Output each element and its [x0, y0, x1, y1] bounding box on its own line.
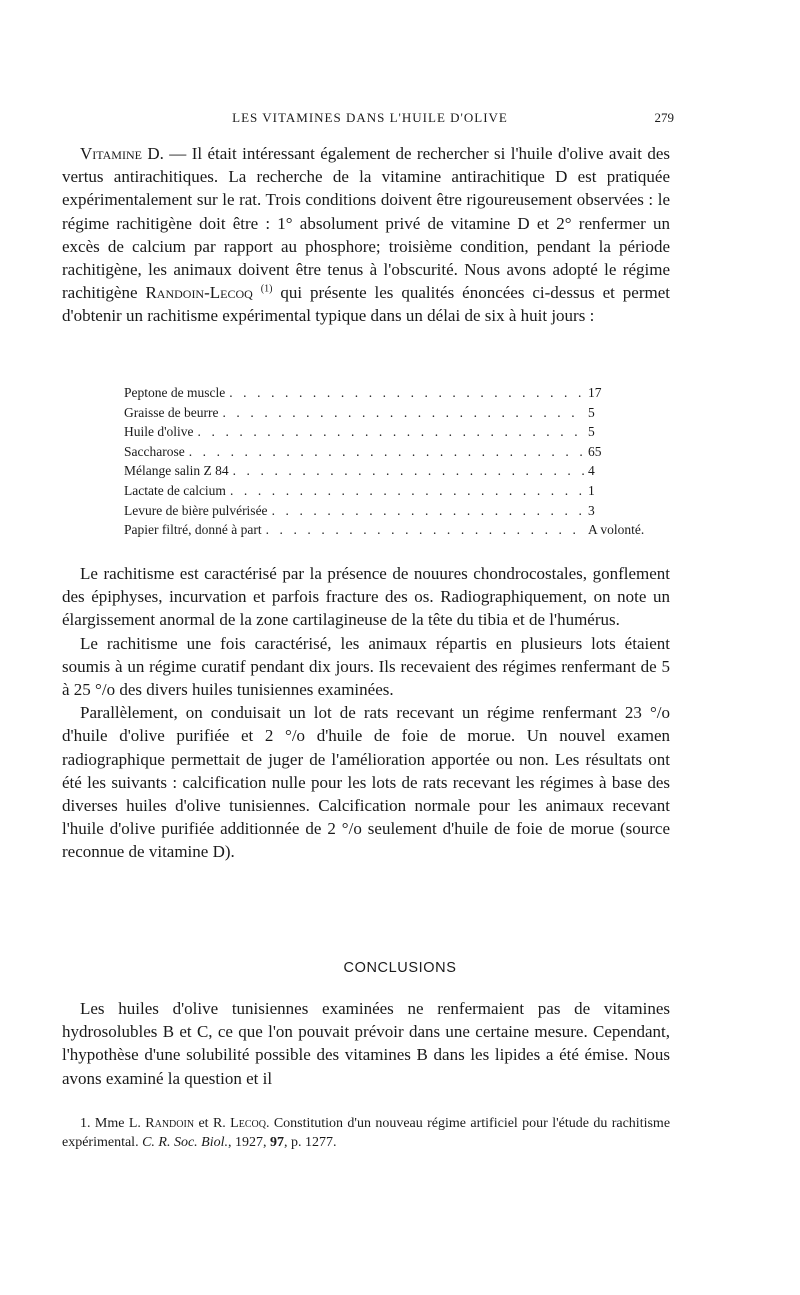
footnote-number: 1. — [80, 1116, 91, 1131]
footnote-mark: (1) — [260, 283, 273, 295]
list-item — [124, 501, 680, 521]
footnote — [62, 1114, 670, 1152]
ingredient-name: Levure de bière pulvérisée — [124, 502, 268, 518]
paragraph-lead: Vitamine D. — [80, 144, 164, 163]
footnote-conj: et — [194, 1116, 213, 1131]
conclusions-section — [62, 997, 670, 1090]
footnote-text: . Constitution d'un nouveau régime artificiel pour l'étude du rachitisme expérimental. — [62, 1116, 671, 1150]
ingredient-value: 17 — [588, 385, 602, 400]
list-item — [124, 481, 680, 501]
footnote-author: R. Lecoq — [212, 1116, 266, 1131]
leader-dots — [218, 403, 586, 423]
ingredient-name: Papier filtré, donné à part — [124, 522, 262, 538]
ingredient-value: 1 — [588, 482, 595, 498]
list-item — [124, 403, 680, 423]
list-item — [124, 383, 680, 403]
author-reference: Randoin-Lecoq — [145, 283, 253, 303]
list-item — [124, 442, 680, 462]
footnote-journal: C. R. Soc. Biol. — [142, 1135, 229, 1150]
leader-dots — [262, 520, 586, 540]
results-section — [62, 562, 670, 864]
ingredient-name: Huile d'olive — [124, 424, 194, 440]
list-item — [124, 461, 680, 481]
ingredient-value: A volonté. — [588, 522, 645, 538]
paragraph-rachitisme: Le rachitisme est caractérisé par la présence de nouures chondrocostales, gonflement des épiphyses, incurvation et parfois fracture des os. Radiographiquement, on note un élargissement anormal de la zone cartilagineuse de la tête du tibia et de l'humérus. — [62, 564, 670, 630]
leader-dots — [194, 422, 586, 442]
paragraph-text: qui présente les qualités énoncées ci-dessus et permet d'obtenir un rachitisme expérimental typique dans un délai de six à huit jours : — [62, 283, 670, 326]
ingredient-value: 4 — [588, 463, 595, 479]
leader-dots — [225, 383, 586, 403]
paragraph-vitamine-d — [62, 142, 670, 328]
ingredient-value: 65 — [588, 443, 602, 459]
running-title: LES VITAMINES DANS L'HUILE D'OLIVE — [232, 110, 508, 125]
list-item — [124, 520, 680, 540]
footnote-pages: , p. 1277. — [284, 1135, 337, 1150]
leader-dots — [226, 481, 586, 501]
ingredient-name: Graisse de beurre — [124, 404, 219, 420]
ingredient-name: Mélange salin Z 84 — [124, 463, 229, 479]
page-number: 279 — [654, 110, 674, 125]
footnote-author: L. Randoin — [128, 1116, 195, 1131]
diet-composition-list — [124, 383, 680, 540]
ingredient-value: 5 — [588, 424, 595, 440]
paragraph-conclusion: Les huiles d'olive tunisiennes examinées ne renfermaient pas de vitamines hydrosolubles B et C, ce que l'on pouvait prévoir dans une certaine mesure. Cependant, l'hypothèse d'une solubilité possible des vitamines B dans les lipides a été émise. Nous avons examiné la question et il — [62, 999, 670, 1088]
leader-dots — [229, 461, 586, 481]
leader-dots — [268, 501, 586, 521]
paragraph-traitement: Le rachitisme une fois caractérisé, les animaux répartis en plusieurs lots étaient soumis à un régime curatif pendant dix jours. Ils recevaient des régimes renfermant de 5 à 25 °/o des divers huiles tunisiennes examinées. — [62, 633, 670, 700]
footnote-abbr: Mme — [94, 1116, 125, 1131]
ingredient-name: Lactate de calcium — [124, 482, 226, 498]
ingredient-name: Saccharose — [124, 443, 185, 459]
list-item — [124, 422, 680, 442]
footnote-tail: , 1927, — [228, 1135, 271, 1150]
paragraph-resultats: Parallèlement, on conduisait un lot de rats recevant un régime renfermant 23 °/o d'huile d'olive purifiée et 2 °/o d'huile de foie de morue. Un nouvel examen radiographique permettait de juger de l'amélioration apportée ou non. Les résultats ont été les suivants : calcification nulle pour les lots de rats recevant les régimes à base des diverses huiles d'olive tunisiennes. Calcification normale pour les animaux recevant l'huile d'olive purifiée additionnée de 2 °/o seulement d'huile de foie de morue (source reconnue de vitamine D). — [62, 703, 670, 862]
leader-dots — [185, 442, 586, 462]
section-heading: CONCLUSIONS — [343, 960, 457, 976]
ingredient-name: Peptone de muscle — [124, 385, 226, 400]
paragraph-text: — Il était intéressant également de rechercher si l'huile d'olive avait des vertus antirachitiques. La recherche de la vitamine antirachitique D est pratiquée expérimentalement sur le rat. Trois conditions doivent être rigoureusement observées : le régime rachitigène doit être : 1° absolument privé de vitamine D et 2° renfermer un excès de calcium par rapport au phosphore; troisième condition, pendant la période rachitigène, les animaux doivent être tenus à l'obscurité. Nous avons adopté le régime rachitigène — [62, 144, 670, 303]
ingredient-value: 5 — [588, 404, 595, 420]
footnote-volume: 97 — [270, 1135, 285, 1150]
page-header — [70, 108, 674, 130]
ingredient-value: 3 — [588, 502, 595, 518]
